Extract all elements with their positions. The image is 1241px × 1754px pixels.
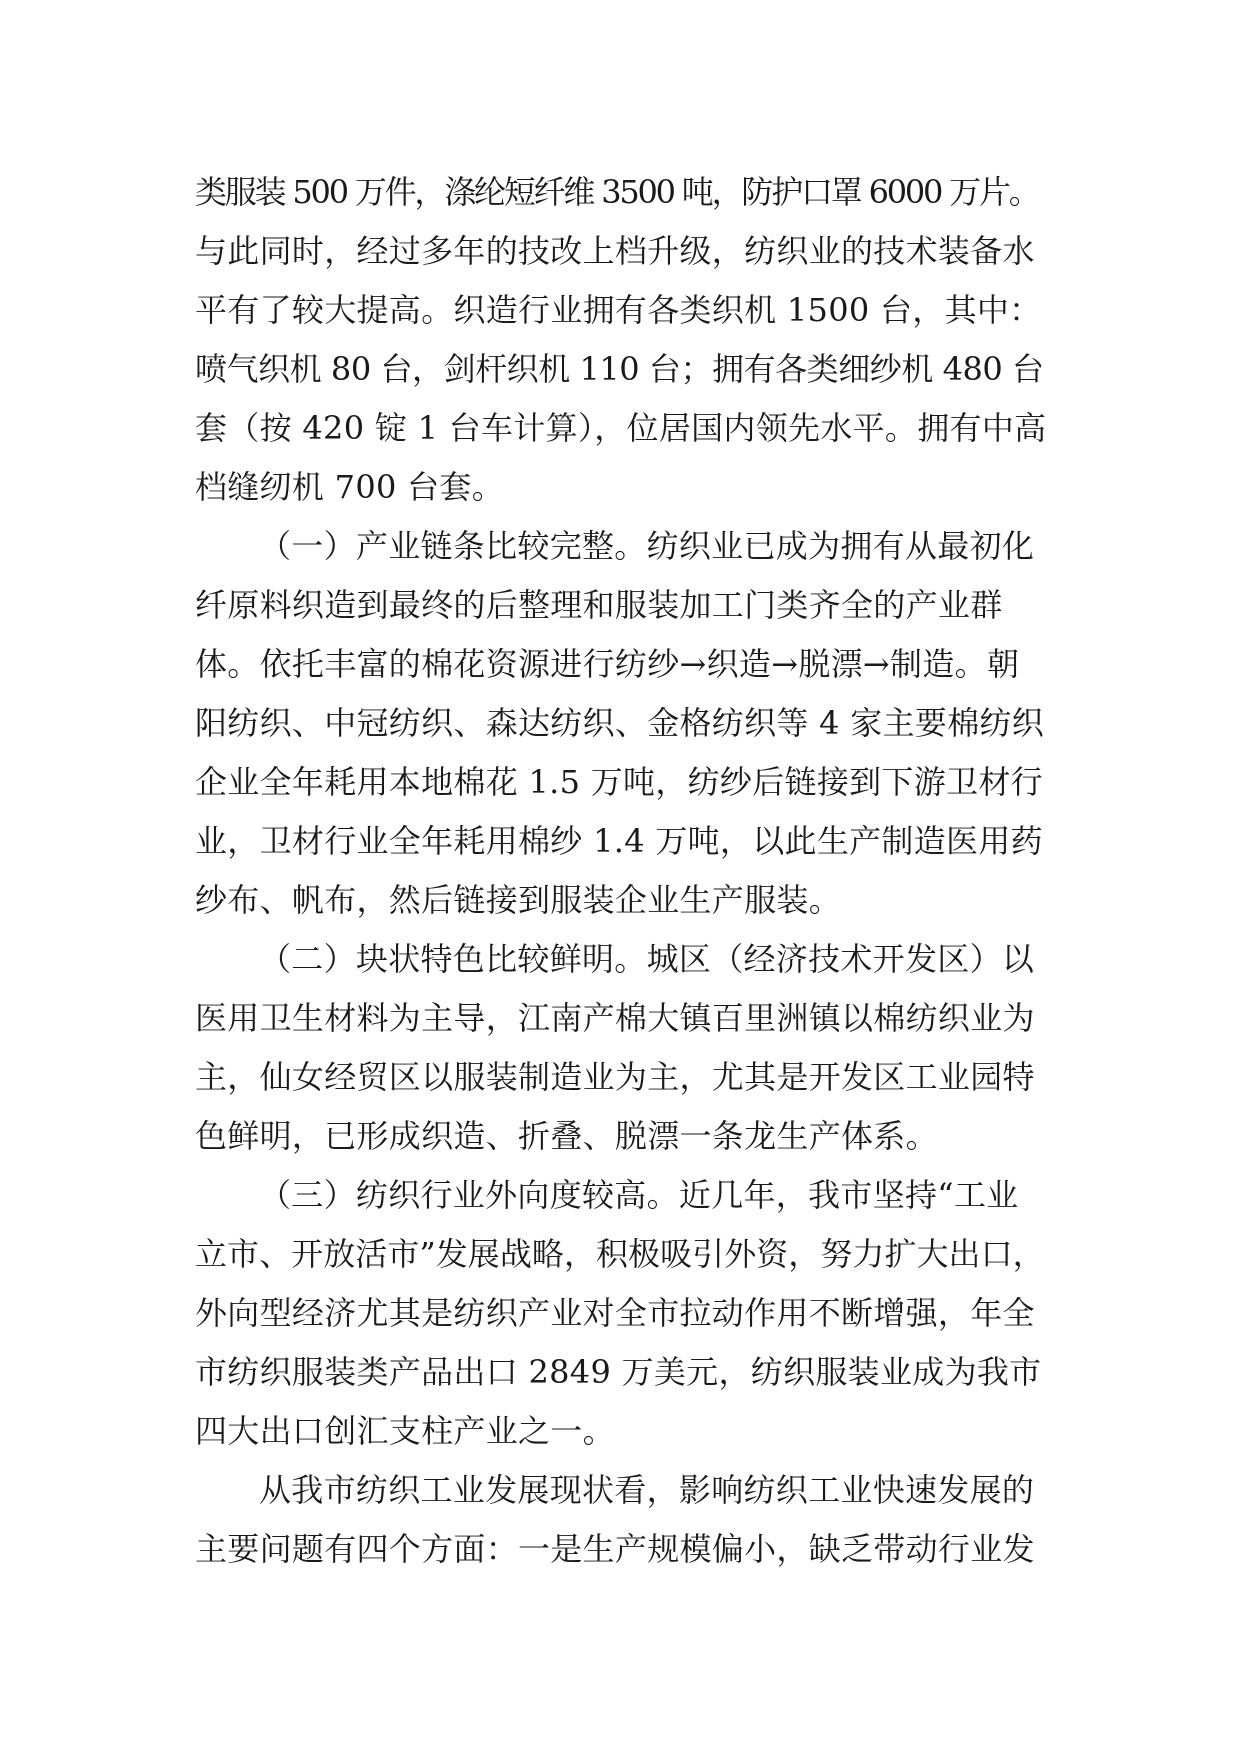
text-line: 与此同时，经过多年的技改上档升级，纺织业的技术装备水 <box>195 232 1035 270</box>
text-line: 立市、开放活市”发展战略，积极吸引外资，努力扩大出口， <box>195 1235 1045 1273</box>
text-line: （二）块状特色比较鲜明。城区（经济技术开发区）以 <box>259 940 1035 978</box>
text-line: 医用卫生材料为主导，江南产棉大镇百里洲镇以棉纺织业为 <box>195 999 1035 1037</box>
paragraph-problems <box>195 1461 1047 1579</box>
text-line: 色鲜明，已形成织造、折叠、脱漂一条龙生产体系。 <box>195 1117 938 1155</box>
text-line: 体。依托丰富的棉花资源进行纺纱→织造→脱漂→制造。朝 <box>195 645 1020 683</box>
document-body <box>195 163 1047 1579</box>
text-line: 从我市纺织工业发展现状看，影响纺织工业快速发展的 <box>259 1471 1035 1509</box>
text-line: 喷气织机 80 台，剑杆织机 110 台；拥有各类细纱机 480 台 <box>195 350 1044 388</box>
text-line: 类服装 500 万件，涤纶短纤维 3500 吨，防护口罩 6000 万片。 <box>195 173 1039 211</box>
paragraph-export-orientation <box>195 1166 1047 1461</box>
text-line: 阳纺织、中冠纺织、森达纺织、金格纺织等 4 家主要棉纺织 <box>195 704 1045 742</box>
text-line: 平有了较大提高。织造行业拥有各类织机 1500 台，其中： <box>195 291 1042 329</box>
text-line: 企业全年耗用本地棉花 1.5 万吨，纺纱后链接到下游卫材行 <box>195 763 1043 801</box>
text-line: 外向型经济尤其是纺织产业对全市拉动作用不断增强，年全 <box>195 1294 1035 1332</box>
text-line: 市纺织服装类产品出口 2849 万美元，纺织服装业成为我市 <box>195 1353 1042 1391</box>
text-line: 主要问题有四个方面：一是生产规模偏小，缺乏带动行业发 <box>195 1530 1035 1568</box>
paragraph-equipment <box>195 163 1047 517</box>
text-line: 纱布、帆布，然后链接到服装企业生产服装。 <box>195 881 842 919</box>
text-line: 业，卫材行业全年耗用棉纱 1.4 万吨，以此生产制造医用药 <box>195 822 1043 860</box>
text-line: （三）纺织行业外向度较高。近几年，我市坚持“工业 <box>259 1176 1019 1214</box>
text-line: 主，仙女经贸区以服装制造业为主，尤其是开发区工业园特 <box>195 1058 1035 1096</box>
paragraph-industry-chain <box>195 517 1047 930</box>
text-line: （一）产业链条比较完整。纺织业已成为拥有从最初化 <box>259 527 1035 565</box>
text-line: 套（按 420 锭 1 台车计算），位居国内领先水平。拥有中高 <box>195 409 1047 447</box>
text-line: 四大出口创汇支柱产业之一。 <box>195 1412 615 1450</box>
text-line: 档缝纫机 700 台套。 <box>195 468 505 506</box>
text-line: 纤原料织造到最终的后整理和服装加工门类齐全的产业群 <box>195 586 1003 624</box>
paragraph-regional-features <box>195 930 1047 1166</box>
